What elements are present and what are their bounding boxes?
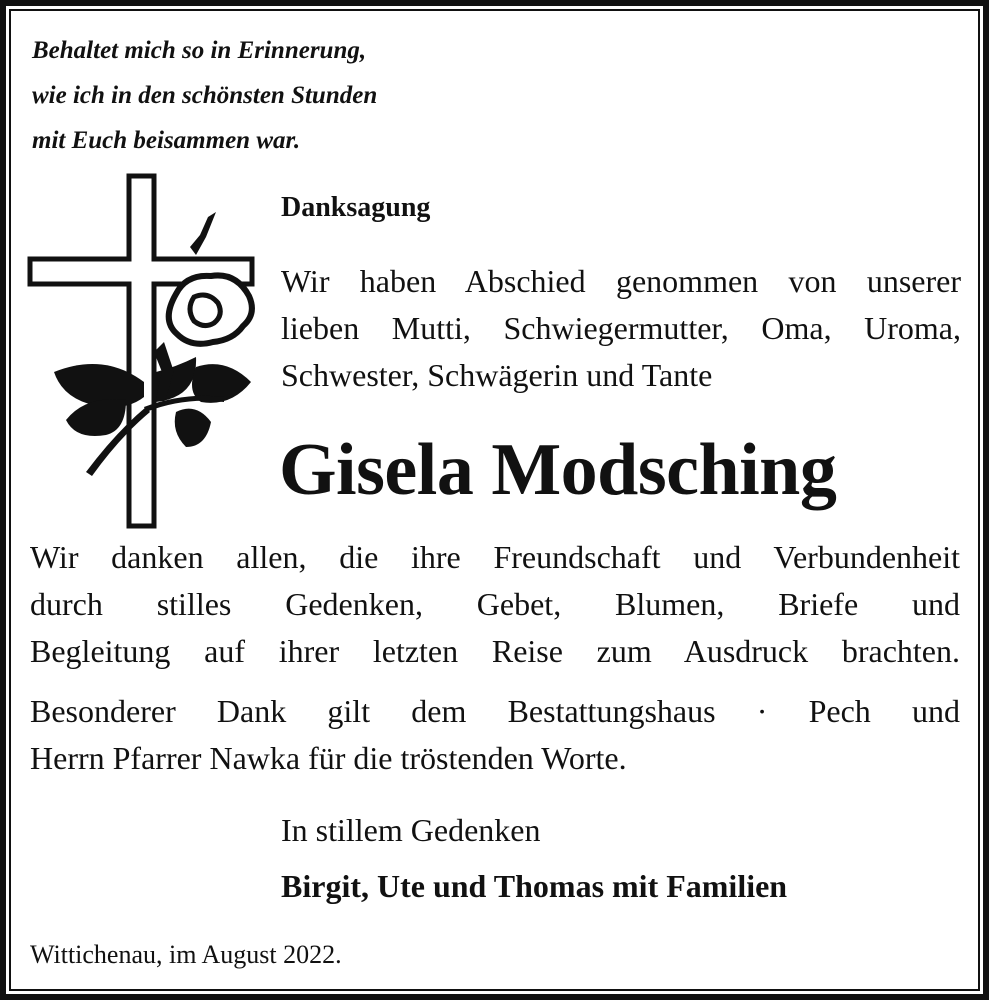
paragraph-line: Wir danken allen, die ihre Freundschaft und Verbundenheit (30, 539, 960, 575)
motto-line: Behaltet mich so in Erinnerung, (32, 37, 367, 64)
motto-verse (32, 28, 377, 163)
heading-danksagung: Danksagung (281, 192, 431, 223)
intro-paragraph (281, 258, 961, 399)
paragraph-line: Begleitung auf ihrer letzten Reise zum Ausdruck brachten. (30, 633, 960, 669)
place-and-date: Wittichenau, im August 2022. (30, 940, 342, 969)
special-thanks-paragraph (30, 688, 960, 782)
cross-icon (30, 176, 252, 526)
paragraph-line: Besonderer Dank gilt dem Bestattungshaus · Pech und (30, 693, 960, 729)
signature: Birgit, Ute und Thomas mit Familien (281, 868, 788, 904)
cross-with-rose-image (26, 172, 258, 532)
intro-line: lieben Mutti, Schwiegermutter, Oma, Uroma, (281, 310, 961, 346)
motto-line: mit Euch beisammen war. (32, 127, 301, 154)
closing-phrase: In stillem Gedenken (281, 812, 541, 848)
intro-line: Schwester, Schwägerin und Tante (281, 357, 713, 393)
intro-line: Wir haben Abschied genommen von unserer (281, 263, 961, 299)
thanks-paragraph (30, 534, 960, 675)
paragraph-line: durch stilles Gedenken, Gebet, Blumen, Briefe und (30, 586, 960, 622)
motto-line: wie ich in den schönsten Stunden (32, 82, 378, 109)
paragraph-line: Herrn Pfarrer Nawka für die tröstenden Worte. (30, 740, 627, 776)
deceased-name: Gisela Modsching (279, 429, 837, 511)
